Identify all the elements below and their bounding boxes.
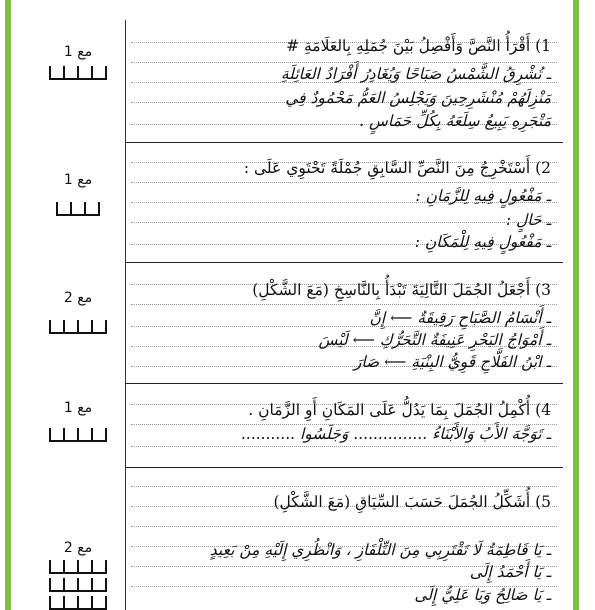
- q2-title: 2) أَسْتَخْرِجُ مِنَ النَّصِّ السَّابِقِ جُمْلَةً تَحْتَوِي عَلَى :: [243, 159, 551, 177]
- q2-line: ـ حَالٍ :: [505, 211, 551, 229]
- score-boxes: [33, 560, 123, 610]
- score-boxes: [33, 66, 123, 80]
- score-q5: [33, 540, 123, 610]
- q3-line: ـ أَمْوَاجُ البَحْرِ عَنِيفَةٌ التَّحَرُّكِ ⟵ لَيْسَ: [318, 331, 551, 349]
- score-label: 1 مع: [63, 172, 93, 188]
- page-frame: [5, 0, 579, 610]
- q5-line: ـ يَا صَالِحُ وَيَا عَلِيُّ إِلَى: [414, 586, 551, 604]
- q1-line: ـ تُشْرِقُ الشَّمْسُ صَبَاحًا وَيُغَادِرُ أَفْرَادُ العَائِلَةِ: [280, 65, 551, 83]
- q4-title: 4) أُكْمِلُ الجُمَلَ بِمَا يَدُلُّ عَلَى المَكَانِ أَوِ الزَّمَانِ .: [248, 401, 551, 419]
- margin-divider: [125, 20, 126, 610]
- q3-line: ـ أَنْسَامُ الصَّبَاحِ رَقِيقَةٌ ⟵ إِنَّ: [369, 309, 551, 327]
- section-separator: [125, 467, 563, 468]
- section-separator: [125, 383, 563, 384]
- section-separator: [125, 142, 563, 143]
- score-q4: [33, 400, 123, 442]
- score-label: 1 مع: [63, 44, 93, 60]
- q1-title: 1) أَقْرَأُ النَّصَّ وَأَفْصِلُ بَيْنَ جُمَلِهِ بِالعَلَامَةِ #: [286, 37, 551, 55]
- section-separator: [125, 262, 563, 263]
- q5-line: ـ يَا أَحْمَدُ إِلَى: [469, 563, 551, 581]
- score-q1: [33, 44, 123, 80]
- q1-line: مَنْزِلَهُمْ مُنْشَرِحِينَ وَيَجْلِسُ العَمُّ مَحْمُودٌ فِي: [285, 89, 551, 107]
- score-q2: [33, 172, 123, 216]
- score-label: 2 مع: [63, 540, 93, 556]
- score-boxes: [33, 320, 123, 334]
- q5-line: ـ يَا فَاطِمَةُ لَا تَقْتَرِبِي مِنَ التِّلْفَازِ ، وَانْظُرِي إِلَيْهِ مِنْ بَعِيدٍ: [209, 541, 551, 559]
- q4-line: ـ تَوَجَّهَ الأَبُ وَالأَبْنَاءُ ............... وَجَلَسُوا ...........: [240, 425, 551, 443]
- score-boxes: [33, 428, 123, 442]
- score-boxes: [33, 202, 123, 216]
- score-q3: [33, 290, 123, 334]
- q1-line: مَتْجَرِهِ يَبِيعُ سِلَعَهُ بِكُلِّ حَمَاسٍ .: [359, 112, 551, 130]
- score-label: 2 مع: [63, 290, 93, 306]
- q2-line: ـ مَفْعُولٍ فِيهِ لِلزَّمَانِ :: [415, 187, 551, 205]
- q5-title: 5) أُشَكِّلُ الجُمَلَ حَسَبَ السِّيَاقِ (مَعَ الشَّكْلِ): [273, 493, 551, 511]
- q3-title: 3) أَجْعَلُ الجُمَلَ التَّالِيَةَ تَبْدَأُ بِالنَّاسِخِ (مَعَ الشَّكْلِ): [252, 281, 551, 299]
- q2-line: ـ مَفْعُولٍ فِيهِ لِلْمَكَانِ :: [414, 233, 551, 251]
- q3-line: ـ ابْنُ الفَلَّاحِ قَوِيُّ البِنْيَةِ ⟵ صَارَ: [353, 353, 551, 371]
- score-label: 1 مع: [63, 400, 93, 416]
